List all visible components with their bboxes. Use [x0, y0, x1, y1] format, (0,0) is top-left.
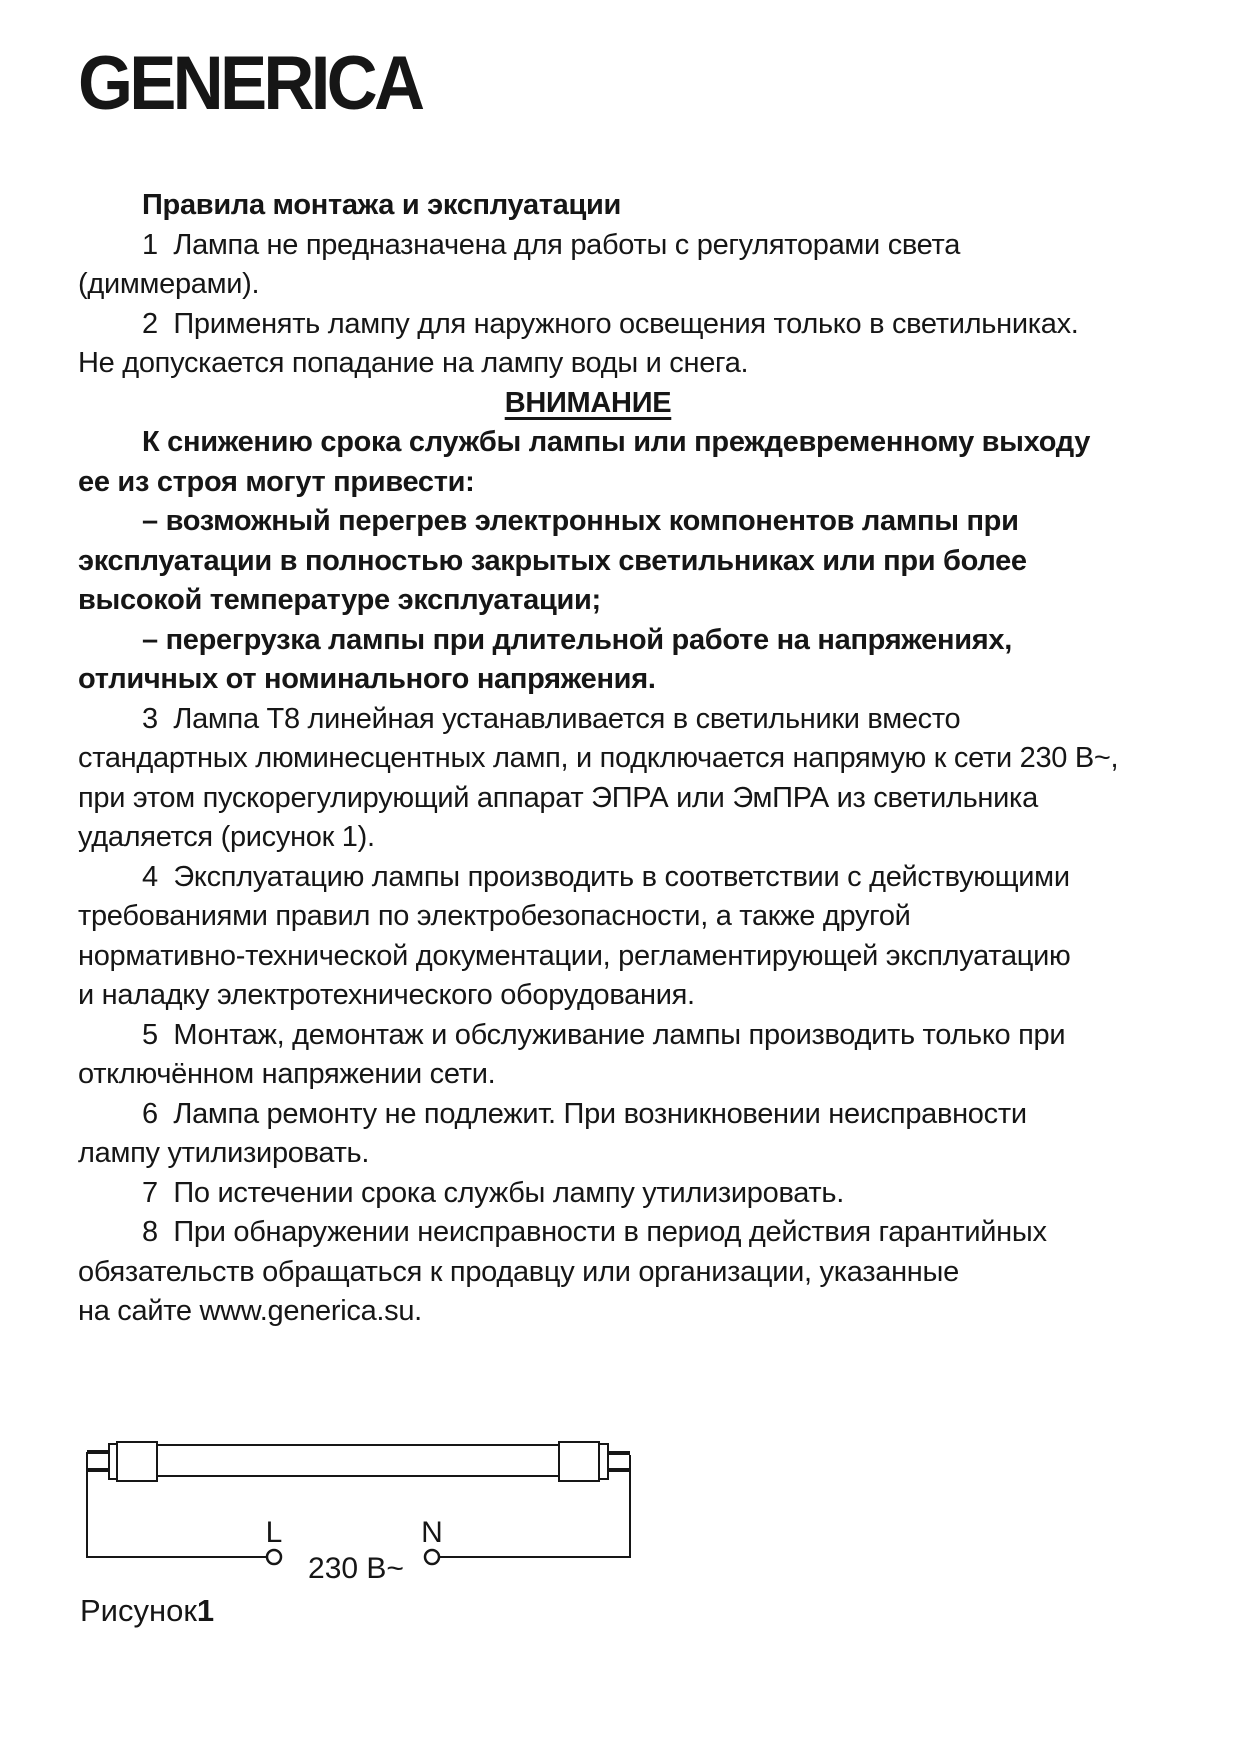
text-line-content: удаляется (рисунок 1). [78, 821, 375, 853]
text-line-content: 6 Лампа ремонту не подлежит. При возникновении неисправности [142, 1097, 1027, 1130]
text-line-content: Правила монтажа и эксплуатации [142, 189, 622, 221]
text-line-content: на сайте www.generica.su. [78, 1295, 422, 1327]
lamp-endcap-left-narrow [109, 1444, 117, 1479]
text-line-content: – перегрузка лампы при длительной работе на напряжениях, [142, 623, 1012, 656]
text-line-content: 8 При обнаружении неисправности в период действия гарантийных [142, 1216, 1047, 1248]
text-line-content: высокой температуре эксплуатации; [78, 584, 601, 616]
figure-caption-number: 1 [196, 1593, 215, 1628]
text-line-content: стандартных люминесцентных ламп, и подключается напрямую к сети 230 В~, [78, 742, 1119, 774]
text-line-content: при этом пускорегулирующий аппарат ЭПРА или ЭмПРА из светильника [78, 781, 1038, 814]
text-line-content: К снижению срока службы лампы или преждевременному выходу [142, 426, 1091, 458]
text-line-content: 4 Эксплуатацию лампы производить в соответствии с действующими [142, 860, 1070, 893]
voltage-label: 230 В~ [308, 1552, 404, 1585]
figure-caption [80, 1593, 214, 1629]
terminal-n-circle [425, 1550, 439, 1564]
text-line-content: 2 Применять лампу для наружного освещения только в светильниках. [142, 307, 1079, 340]
text-line-content: лампу утилизировать. [78, 1137, 370, 1169]
text-line-content: ее из строя могут привести: [78, 465, 475, 498]
lamp-endcap-right-narrow [599, 1444, 608, 1479]
lamp-endcap-left [117, 1442, 157, 1481]
figure-caption-prefix: Рисунок [80, 1593, 197, 1628]
text-line-content: ВНИМАНИЕ [504, 386, 672, 419]
text-line-content: Не допускается попадание на лампу воды и снега. [78, 347, 749, 379]
text-line-content: требованиями правил по электробезопасности, а также другой [78, 900, 911, 932]
lamp-tube-body [157, 1445, 559, 1476]
terminal-l-label: L [265, 1516, 283, 1549]
text-line-content: 1 Лампа не предназначена для работы с регуляторами света [142, 228, 961, 261]
text-line-content: эксплуатации в полностью закрытых светильниках или при более [78, 544, 1027, 577]
text-line-content: 3 Лампа Т8 линейная устанавливается в светильники вместо [142, 702, 961, 735]
text-line-content: отключённом напряжении сети. [78, 1058, 496, 1090]
text-line-content: 7 По истечении срока службы лампу утилизировать. [142, 1176, 844, 1209]
generica-logo: GENERICA [78, 41, 422, 126]
text-line-content: нормативно-технической документации, регламентирующей эксплуатацию [78, 939, 1071, 972]
text-line-content: отличных от номинального напряжения. [78, 663, 656, 695]
text-line-content: и наладку электротехнического оборудования. [78, 979, 695, 1011]
text-line-content: 5 Монтаж, демонтаж и обслуживание лампы производить только при [142, 1018, 1066, 1051]
lamp-endcap-right [559, 1442, 599, 1481]
terminal-n-label: N [421, 1516, 443, 1549]
text-line-content: (диммерами). [78, 268, 260, 300]
text-line-content: обязательств обращаться к продавцу или организации, указанные [78, 1255, 959, 1288]
text-line-content: – возможный перегрев электронных компонентов лампы при [142, 505, 1019, 537]
terminal-l-circle [267, 1550, 281, 1564]
